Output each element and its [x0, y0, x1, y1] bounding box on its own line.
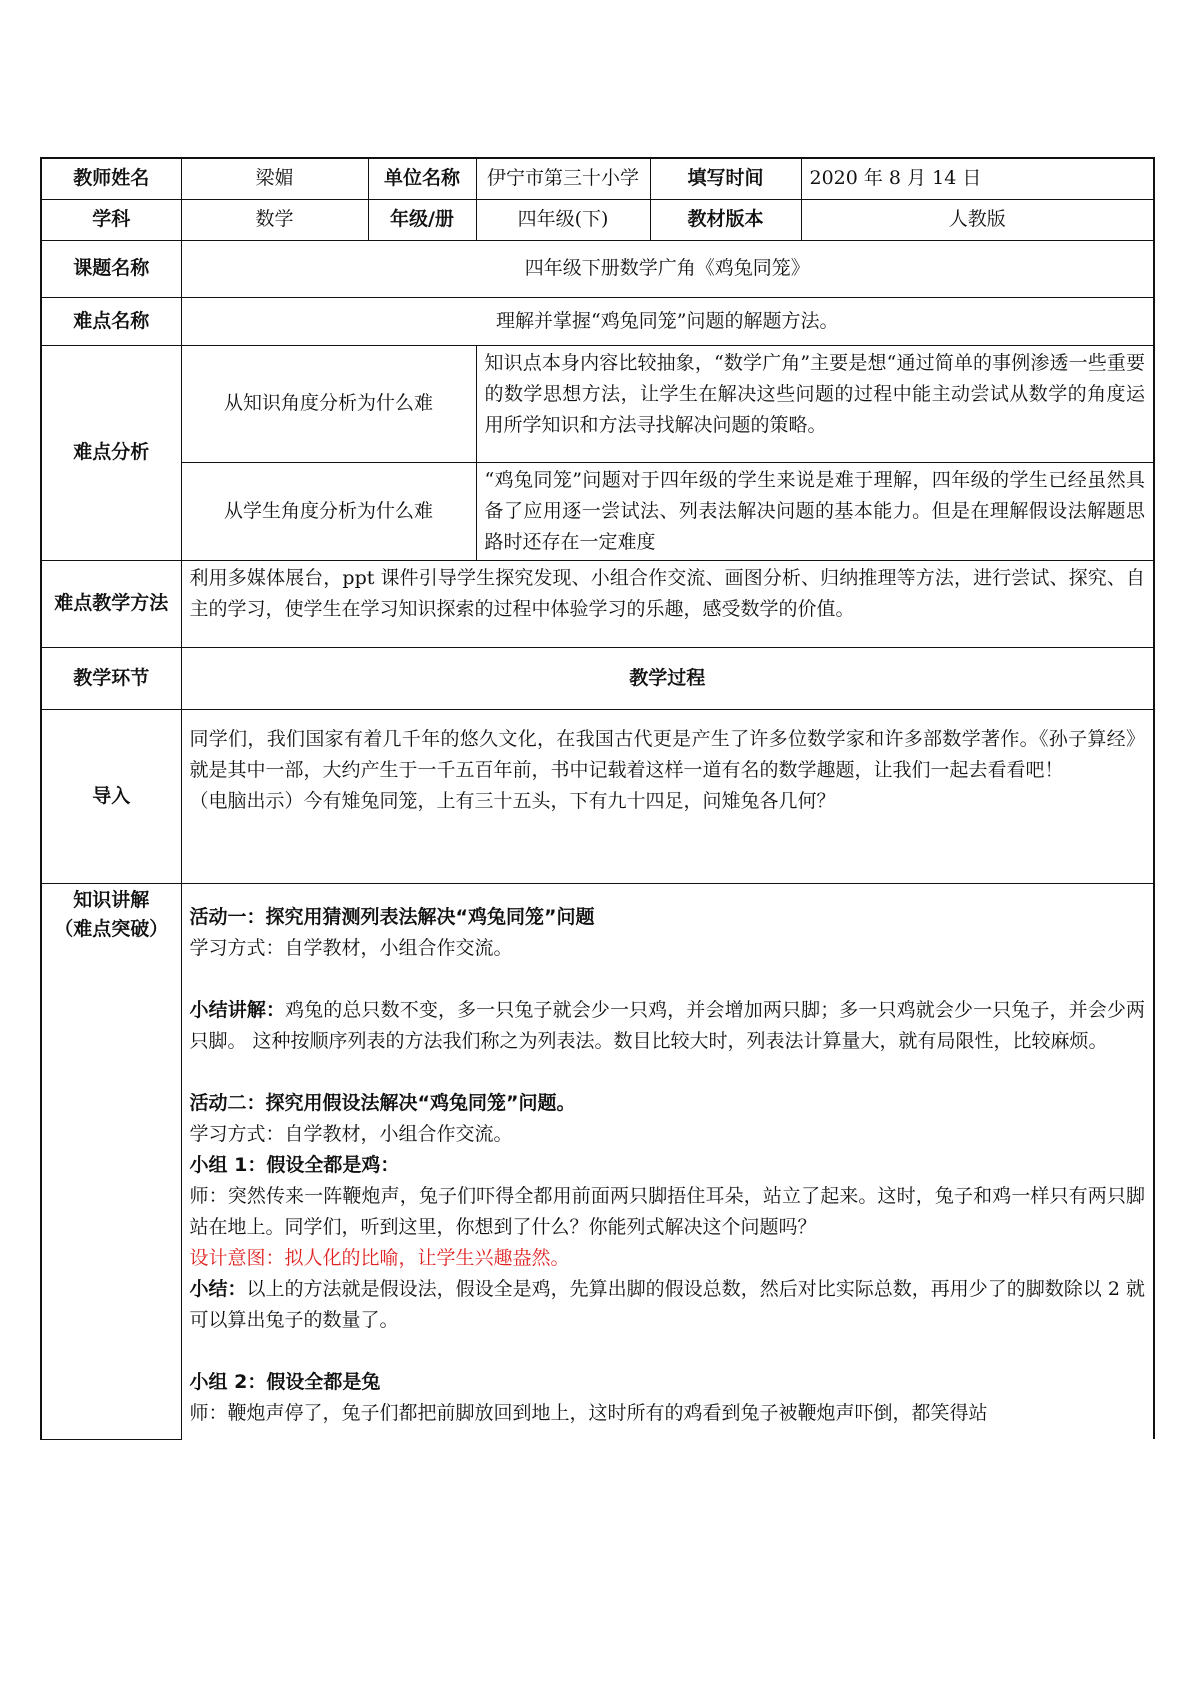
- fill-date-label: 填写时间: [650, 158, 801, 199]
- activity1-title: 活动一：探究用猜测列表法解决“鸡兔同笼”问题: [189, 905, 595, 928]
- lecture-label: [41, 883, 181, 1439]
- student-angle-text: “鸡兔同笼”问题对于四年级的学生来说是难于理解，四年级的学生已经虽然具备了应用逐一尝试法、列表法解决问题的基本能力。但是在理解假设法解题思路时还存在一定难度: [476, 462, 1154, 560]
- unit-name-label: 单位名称: [368, 158, 476, 199]
- lesson-plan-page: [40, 157, 1153, 1440]
- unit-name-value: 伊宁市第三十小学: [476, 158, 650, 199]
- subject-label: 学科: [41, 199, 181, 240]
- summary1-label: 小结讲解：: [189, 998, 286, 1021]
- analysis-student-row: [41, 462, 1154, 560]
- group1-text: 师：突然传来一阵鞭炮声，兔子们吓得全都用前面两只脚捂住耳朵，站立了起来。这时，兔子和鸡一样只有两只脚站在地上。同学们，听到这里，你想到了什么？你能列式解决这个问题吗？: [189, 1184, 1145, 1238]
- spacer: [190, 1336, 1146, 1367]
- knowledge-angle-label: 从知识角度分析为什么难: [181, 345, 476, 462]
- difficulty-label: 难点名称: [41, 297, 181, 345]
- fill-date-value: 2020 年 8 月 14 日: [801, 158, 1154, 199]
- analysis-knowledge-row: [41, 345, 1154, 462]
- summary2: [190, 1274, 1146, 1336]
- lecture-label-line2: （难点突破）: [54, 917, 169, 940]
- topic-row: [41, 240, 1154, 297]
- intro-row: [41, 709, 1154, 883]
- topic-value: 四年级下册数学广角《鸡兔同笼》: [181, 240, 1154, 297]
- lesson-plan-table: [40, 157, 1155, 1440]
- info-row-2: [41, 199, 1154, 240]
- spacer: [190, 1057, 1146, 1088]
- grade-value: 四年级(下): [476, 199, 650, 240]
- teacher-name-value: 梁媚: [181, 158, 368, 199]
- grade-label: 年级/册: [368, 199, 476, 240]
- teacher-name-label: 教师姓名: [41, 158, 181, 199]
- group2-title: 小组 2：假设全都是兔: [189, 1370, 381, 1393]
- lecture-cell: [181, 883, 1154, 1439]
- lecture-label-line1: 知识讲解: [73, 888, 150, 911]
- activity2-mode: 学习方式：自学教材，小组合作交流。: [189, 1122, 513, 1145]
- process-label: 教学过程: [181, 647, 1154, 709]
- activity1-mode: 学习方式：自学教材，小组合作交流。: [189, 936, 513, 959]
- intro-paragraph: 同学们，我们国家有着几千年的悠久文化，在我国古代更是产生了许多位数学家和许多部数学著作。《孙子算经》就是其中一部，大约产生于一千五百年前，书中记载着这样一道有名的数学趣题，让我们一起去看看吧！: [189, 727, 1145, 781]
- group2-text: 师：鞭炮声停了，兔子们都把前脚放回到地上，这时所有的鸡看到兔子被鞭炮声吓倒，都笑得站: [189, 1401, 988, 1424]
- group1-title: 小组 1：假设全都是鸡：: [189, 1153, 400, 1176]
- topic-label: 课题名称: [41, 240, 181, 297]
- summary1: [190, 995, 1146, 1057]
- subject-value: 数学: [181, 199, 368, 240]
- analysis-label: 难点分析: [41, 345, 181, 560]
- intro-question: （电脑出示）今有雉兔同笼，上有三十五头，下有九十四足，问雉兔各几何？: [189, 789, 836, 812]
- summary2-text: 以上的方法就是假设法，假设全是鸡，先算出脚的假设总数，然后对比实际总数，再用少了的脚数除以 2 就可以算出兔子的数量了。: [189, 1277, 1145, 1331]
- student-angle-label: 从学生角度分析为什么难: [181, 462, 476, 560]
- summary1-text: 鸡兔的总只数不变，多一只兔子就会少一只鸡，并会增加两只脚；多一只鸡就会少一只兔子，并会少两只脚。 这种按顺序列表的方法我们称之为列表法。数目比较大时，列表法计算量大，就有局限性，比较麻烦。: [189, 998, 1145, 1052]
- activity2-title: 活动二：探究用假设法解决“鸡兔同笼”问题。: [189, 1091, 576, 1114]
- difficulty-row: [41, 297, 1154, 345]
- intro-cell: [181, 709, 1154, 883]
- method-label: 难点教学方法: [41, 560, 181, 647]
- edition-value: 人教版: [801, 199, 1154, 240]
- stage-label: 教学环节: [41, 647, 181, 709]
- design-note: 设计意图：拟人化的比喻，让学生兴趣盎然。: [189, 1246, 570, 1269]
- intro-label: 导入: [41, 709, 181, 883]
- info-row-1: [41, 158, 1154, 199]
- edition-label: 教材版本: [650, 199, 801, 240]
- process-header-row: [41, 647, 1154, 709]
- method-row: [41, 560, 1154, 647]
- difficulty-value: 理解并掌握“鸡兔同笼”问题的解题方法。: [181, 297, 1154, 345]
- spacer: [190, 964, 1146, 995]
- summary2-label: 小结：: [189, 1277, 247, 1300]
- method-text: 利用多媒体展台，ppt 课件引导学生探究发现、小组合作交流、画图分析、归纳推理等方法，进行尝试、探究、自主的学习，使学生在学习知识探索的过程中体验学习的乐趣，感受数学的价值。: [181, 560, 1154, 647]
- lecture-row: [41, 883, 1154, 1439]
- knowledge-angle-text: 知识点本身内容比较抽象，“数学广角”主要是想“通过简单的事例渗透一些重要的数学思想方法，让学生在解决这些问题的过程中能主动尝试从数学的角度运用所学知识和方法寻找解决问题的策略。: [476, 345, 1154, 462]
